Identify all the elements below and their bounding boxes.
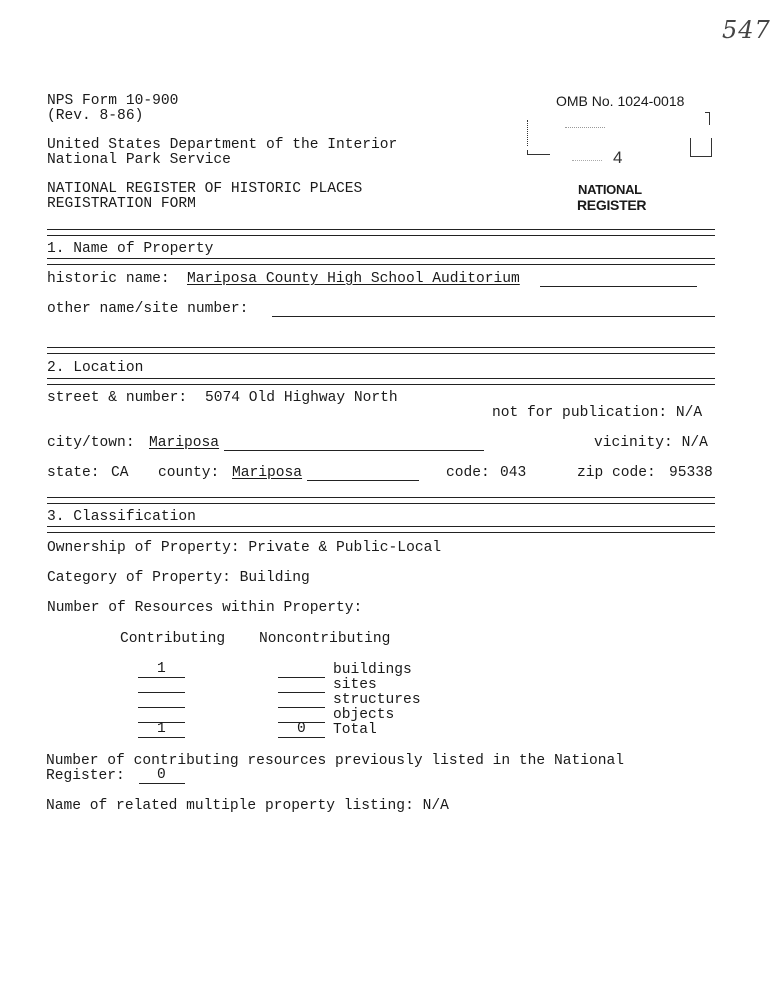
contributing-blank [138,737,185,738]
department-name: United States Department of the Interior [47,137,398,153]
vicinity: vicinity: N/A [594,435,708,451]
contributing-count: 1 [157,661,166,677]
county-blank [307,480,419,481]
form-id: NPS Form 10-900 [47,93,179,109]
county-label: county: [158,465,220,481]
section-divider [47,229,715,236]
column-noncontributing: Noncontributing [259,631,391,647]
code-label: code: [446,465,490,481]
city-value: Mariposa [149,435,220,451]
zip-value: 95338 [669,465,713,481]
section2-heading: 2. Location [47,360,144,376]
form-title: REGISTRATION FORM [47,196,196,212]
stamp-register: REGISTER [577,197,647,213]
historic-name-label: historic name: [47,271,170,287]
state-label: state: [47,465,100,481]
other-name-field [272,316,715,317]
historic-name-value: Mariposa County High School Auditorium [187,271,520,287]
state-value: CA [111,465,129,481]
resources-label: Number of Resources within Property: [47,600,363,616]
other-name-label: other name/site number: [47,301,249,317]
noncontributing-blank [278,692,325,693]
stamp-national: NATIONAL [578,182,642,197]
contributing-blank [138,677,185,678]
section1-heading: 1. Name of Property [47,241,214,257]
not-for-publication: not for publication: N/A [492,405,703,421]
street-value: 5074 Old Highway North [205,390,398,406]
contributing-blank [138,692,185,693]
historic-name-blank [540,286,697,287]
section3-heading: 3. Classification [47,509,196,525]
resource-label: Total [333,722,377,738]
code-value: 043 [500,465,527,481]
city-label: city/town: [47,435,135,451]
section-divider [47,497,715,504]
noncontributing-blank [278,677,325,678]
section-divider [47,526,715,533]
multiple-property-listing: Name of related multiple property listing: N/A [46,798,449,814]
resource-label: buildings [333,662,412,678]
omb-number: OMB No. 1024-0018 [556,93,685,109]
previously-listed-label: Register: [46,768,125,784]
noncontributing-blank [278,707,325,708]
resource-label: structures [333,692,421,708]
city-blank [224,450,484,451]
previously-listed-value: 0 [157,767,166,783]
street-label: street & number: [47,390,188,406]
resource-label: objects [333,707,395,723]
previously-listed-blank [139,783,185,784]
county-value: Mariposa [232,465,303,481]
contributing-blank [138,707,185,708]
noncontributing-blank [278,737,325,738]
previously-listed-line1: Number of contributing resources previously listed in the National [46,753,625,769]
noncontributing-count: 0 [297,721,306,737]
handwritten-page-number: 547 [722,16,771,44]
agency-name: National Park Service [47,152,231,168]
column-contributing: Contributing [120,631,226,647]
category: Category of Property: Building [47,570,310,586]
stamp-fragment: 4 [613,148,623,167]
ownership: Ownership of Property: Private & Public-Local [47,540,442,556]
contributing-count: 1 [157,721,166,737]
section-divider [47,378,715,385]
zip-label: zip code: [577,465,656,481]
register-name: NATIONAL REGISTER OF HISTORIC PLACES [47,181,363,197]
section-divider [47,347,715,354]
section-divider [47,258,715,265]
form-revision: (Rev. 8-86) [47,108,144,124]
resource-label: sites [333,677,377,693]
